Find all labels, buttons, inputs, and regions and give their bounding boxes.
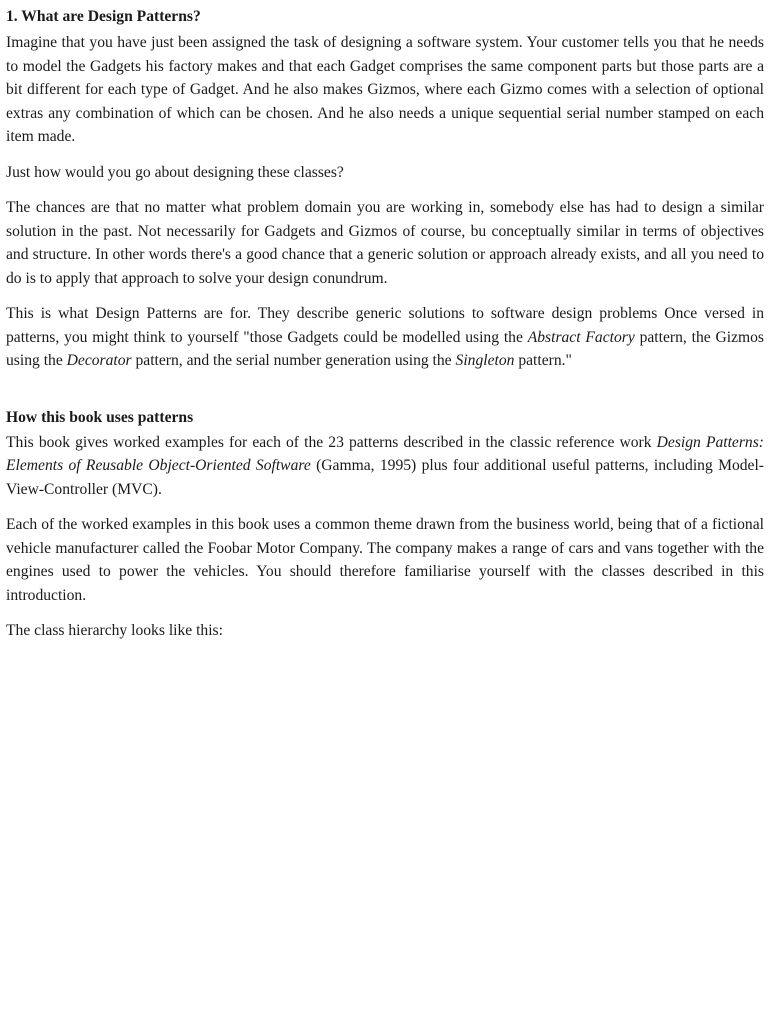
section-heading: 1. What are Design Patterns? xyxy=(6,8,201,25)
text-run: This is what Design Patterns are for. They describe generic solutions to software design problems Once versed in patterns, you might think to yourself "those Gadgets could be modelled using the xyxy=(6,305,764,346)
document-page xyxy=(6,6,764,1015)
book-title: Design Patterns: Elements of Reusable Object-Oriented Software xyxy=(6,433,764,474)
text-run: pattern, the Gizmos using the xyxy=(6,328,765,369)
text-run: pattern." xyxy=(514,352,572,369)
pattern-name-abstract-factory: Abstract Factory xyxy=(527,328,635,346)
paragraph-design-patterns-purpose xyxy=(6,302,764,373)
subsection-heading: How this book uses patterns xyxy=(6,408,194,426)
paragraph-problem-domain: The chances are that no matter what problem domain you are working in, somebody else has had to design a similar solution in the past. Not necessarily for Gadgets and Gizmos of course, bu conceptually similar in terms of objectives and structure. In other words there's a good chance that a generic solution or approach already exists, and all you need to do is to apply that approach to solve your design conundrum. xyxy=(6,199,764,287)
paragraph-common-theme: Each of the worked examples in this book uses a common theme drawn from the business world, being that of a fictional vehicle manufacturer called the Foobar Motor Company. The company makes a range of cars and vans together with the engines used to power the vehicles. You should therefore familiarise yourself with the classes described in this introduction. xyxy=(6,516,764,604)
text-run: pattern, and the serial number generation using the xyxy=(131,352,456,369)
pattern-name-singleton: Singleton xyxy=(455,352,515,369)
paragraph-question: Just how would you go about designing these classes? xyxy=(6,163,344,181)
paragraph-intro: Imagine that you have just been assigned the task of designing a software system. Your customer tells you that he needs to model the Gadgets his factory makes and that each Gadget comprises the same component parts but those parts are a bit different for each type of Gadget. And he also makes Gizmos, where each Gizmo comes with a selection of optional extras any combination of which can be chosen. And he also needs a unique sequential serial number stamped on each item made. xyxy=(6,34,764,145)
text-run: This book gives worked examples for each of the 23 patterns described in the classic reference work xyxy=(6,433,657,451)
text-run: (Gamma, 1995) plus four additional useful patterns, including Model-View-Controller (MVC). xyxy=(6,457,764,498)
pattern-name-decorator: Decorator xyxy=(66,352,132,369)
paragraph-class-hierarchy-intro: The class hierarchy looks like this: xyxy=(6,622,223,639)
blank-area xyxy=(6,655,764,1015)
paragraph-book-usage xyxy=(6,431,764,502)
